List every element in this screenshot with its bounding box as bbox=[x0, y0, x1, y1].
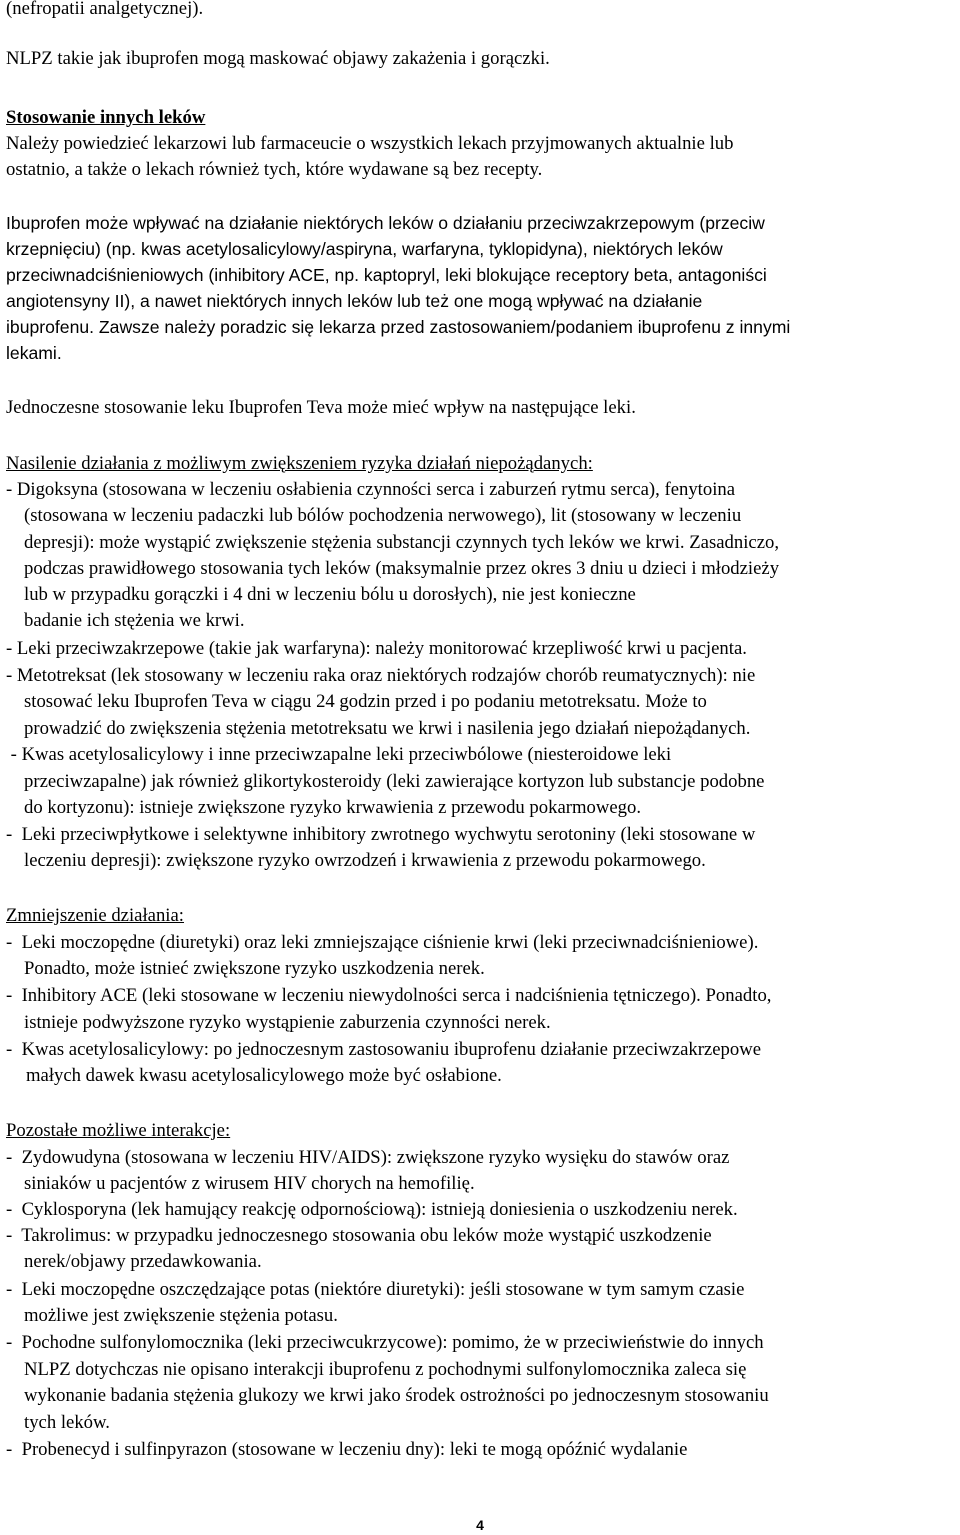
section-heading-decrease: Zmniejszenie działania: bbox=[6, 905, 184, 926]
paragraph-line: ibuprofenu. Zawsze należy poradzic się lekarza przed zastosowaniem/podaniem ibuprofenu z innymi bbox=[6, 317, 791, 337]
paragraph-line: Należy powiedzieć lekarzowi lub farmaceucie o wszystkich lekach przyjmowanych aktualnie lub bbox=[6, 133, 734, 154]
section-heading-other-drugs: Stosowanie innych leków bbox=[6, 107, 206, 128]
list-item: - Cyklosporyna (lek hamujący reakcję odpornościową): istnieją doniesienia o uszkodzeniu nerek. bbox=[6, 1199, 738, 1220]
intro-line: NLPZ takie jak ibuprofen mogą maskować objawy zakażenia i gorączki. bbox=[6, 48, 550, 69]
list-item: - Leki moczopędne (diuretyki) oraz leki zmniejszające ciśnienie krwi (leki przeciwnadciśnieniowe). bbox=[6, 932, 759, 953]
list-item-continuation: stosować leku Ibuprofen Teva w ciągu 24 godzin przed i po podaniu metotreksatu. Może to bbox=[24, 691, 707, 712]
intro-line: (nefropatii analgetycznej). bbox=[6, 0, 204, 19]
section-heading-other-interactions: Pozostałe możliwe interakcje: bbox=[6, 1120, 231, 1141]
paragraph-line: Ibuprofen może wpływać na działanie niektórych leków o działaniu przeciwzakrzepowym (przeciw bbox=[6, 213, 765, 233]
list-item: - Leki moczopędne oszczędzające potas (niektóre diuretyki): jeśli stosowane w tym samym czasie bbox=[6, 1279, 745, 1300]
list-item-continuation: Ponadto, może istnieć zwiększone ryzyko uszkodzenia nerek. bbox=[24, 958, 485, 979]
list-item: - Kwas acetylosalicylowy: po jednoczesnym zastosowaniu ibuprofenu działanie przeciwzakrzepowe bbox=[6, 1039, 762, 1060]
list-item: - Pochodne sulfonylomocznika (leki przeciwcukrzycowe): pomimo, że w przeciwieństwie do innych bbox=[6, 1332, 764, 1353]
list-item: - Zydowudyna (stosowana w leczeniu HIV/AIDS): zwiększone ryzyko wysięku do stawów oraz bbox=[6, 1147, 730, 1168]
list-item: - Probenecyd i sulfinpyrazon (stosowane w leczeniu dny): leki te mogą opóźnić wydalanie bbox=[6, 1439, 688, 1460]
list-item-continuation: podczas prawidłowego stosowania tych leków (maksymalnie przez okres 3 dniu u dzieci i młodzieży bbox=[24, 558, 780, 579]
list-item-continuation: do kortyzonu): istnieje zwiększone ryzyko krwawienia z przewodu pokarmowego. bbox=[24, 797, 642, 818]
list-item-continuation: małych dawek kwasu acetylosalicylowego może być osłabione. bbox=[26, 1065, 502, 1086]
list-item: - Takrolimus: w przypadku jednoczesnego stosowania obu leków może wystąpić uszkodzenie bbox=[6, 1225, 712, 1246]
list-item: - Metotreksat (lek stosowany w leczeniu raka oraz niektórych rodzajów chorób reumatycznych): nie bbox=[6, 665, 756, 686]
list-item-continuation: NLPZ dotychczas nie opisano interakcji ibuprofenu z pochodnymi sulfonylomocznika zaleca się bbox=[24, 1359, 747, 1380]
paragraph-line: ostatnio, a także o lekach również tych, które wydawane są bez recepty. bbox=[6, 159, 543, 180]
list-item: - Digoksyna (stosowana w leczeniu osłabienia czynności serca i zaburzeń rytmu serca), fenytoina bbox=[6, 479, 736, 500]
list-item-continuation: nerek/objawy przedawkowania. bbox=[24, 1251, 262, 1272]
list-item: - Kwas acetylosalicylowy i inne przeciwzapalne leki przeciwbólowe (niesteroidowe leki bbox=[6, 744, 672, 765]
list-item-continuation: wykonanie badania stężenia glukozy we krwi jako środek ostrożności po jednoczesnym stosowaniu bbox=[24, 1385, 769, 1406]
paragraph-line: przeciwnadciśnieniowych (inhibitory ACE, np. kaptopryl, leki blokujące receptory beta, antagoniści bbox=[6, 265, 767, 285]
paragraph-line: Jednoczesne stosowanie leku Ibuprofen Teva może mieć wpływ na następujące leki. bbox=[6, 397, 636, 418]
list-item-continuation: badanie ich stężenia we krwi. bbox=[24, 610, 245, 631]
list-item-continuation: istnieje podwyższone ryzyko wystąpienie zaburzenia czynności nerek. bbox=[24, 1012, 551, 1033]
list-item-continuation: depresji): może wystąpić zwiększenie stężenia substancji czynnych tych leków we krwi. Zasadniczo, bbox=[24, 532, 780, 553]
list-item-continuation: prowadzić do zwiększenia stężenia metotreksatu we krwi i nasilenia jego działań niepożądanych. bbox=[24, 718, 751, 739]
paragraph-line: angiotensyny II), a nawet niektórych innych leków lub też one mogą wpływać na działanie bbox=[6, 291, 703, 311]
section-heading-increase: Nasilenie działania z możliwym zwiększeniem ryzyka działań niepożądanych: bbox=[6, 453, 593, 474]
list-item: - Leki przeciwzakrzepowe (takie jak warfaryna): należy monitorować krzepliwość krwi u pacjenta. bbox=[6, 638, 747, 659]
paragraph-line: krzepnięciu) (np. kwas acetylosalicylowy/aspiryna, warfaryna, tyklopidyna), niektórych leków bbox=[6, 239, 723, 259]
page-number: 4 bbox=[476, 1517, 484, 1533]
list-item-continuation: możliwe jest zwiększenie stężenia potasu. bbox=[24, 1305, 338, 1326]
list-item-continuation: (stosowana w leczeniu padaczki lub bólów pochodzenia nerwowego), lit (stosowany w leczeniu bbox=[24, 505, 742, 526]
list-item-continuation: lub w przypadku gorączki i 4 dni w leczeniu bólu u dorosłych), nie jest konieczne bbox=[24, 584, 636, 605]
list-item-continuation: tych leków. bbox=[24, 1412, 110, 1433]
list-item-continuation: leczeniu depresji): zwiększone ryzyko owrzodzeń i krwawienia z przewodu pokarmowego. bbox=[24, 850, 706, 871]
list-item: - Leki przeciwpłytkowe i selektywne inhibitory zwrotnego wychwytu serotoniny (leki stosowane w bbox=[6, 824, 756, 845]
list-item-continuation: przeciwzapalne) jak również glikortykosteroidy (leki zawierające kortyzon lub substancje podobne bbox=[24, 771, 765, 792]
list-item-continuation: siniaków u pacjentów z wirusem HIV chorych na hemofilię. bbox=[24, 1173, 475, 1194]
paragraph-line: lekami. bbox=[6, 343, 62, 363]
list-item: - Inhibitory ACE (leki stosowane w leczeniu niewydolności serca i nadciśnienia tętniczego). Ponadto, bbox=[6, 985, 772, 1006]
